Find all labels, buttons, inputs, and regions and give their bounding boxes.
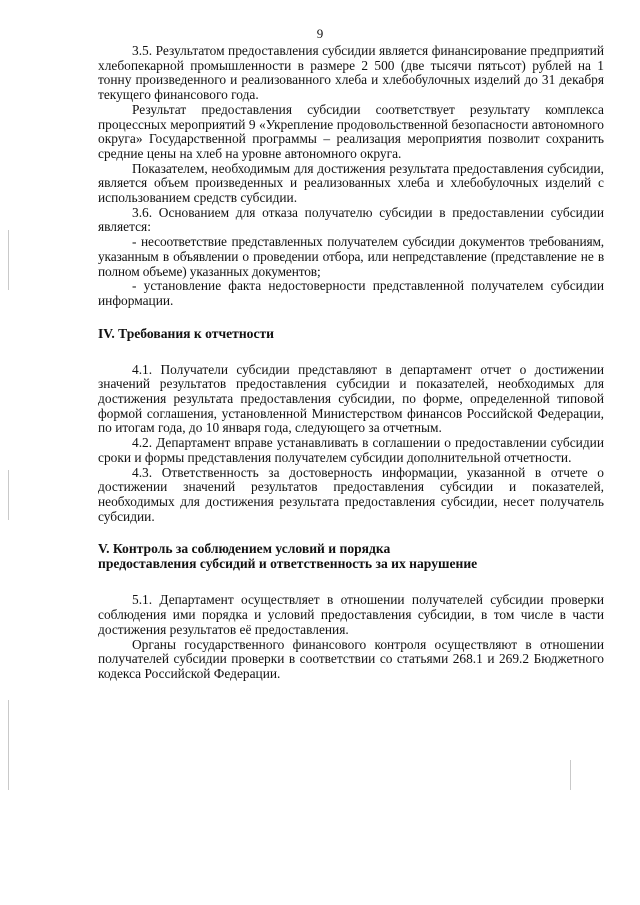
paragraph-4-2: 4.2. Департамент вправе устанавливать в соглашении о предоставлении субсидии сроки и формы представления получателем субсидии дополнительной отчетности. xyxy=(98,435,604,465)
section-5-title-line1: V. Контроль за соблюдением условий и порядка xyxy=(98,541,391,557)
paragraph-4-3: 4.3. Ответственность за достоверность информации, указанной в отчете о достижении значений результатов предоставления субсидии и показателей, необходимых для достижения результата предоставления субсидии, несет получатель субсидии. xyxy=(98,464,604,524)
paragraph-5-1: 5.1. Департамент осуществляет в отношении получателей субсидии проверки соблюдения ими порядка и условий предоставления субсидии, в том числе в части достижения результатов её предоставления. xyxy=(98,592,604,637)
document-body xyxy=(98,44,604,682)
paragraph-3-5: 3.5. Результатом предоставления субсидии является финансирование предприятий хлебопекарной промышленности в размере 2 500 (две тысячи пятьсот) рублей на 1 тонну произведенного и реализованного хлеба и хлебобулочных изделий до 31 декабря текущего финансового года. xyxy=(98,43,604,103)
list-item-noncompliance: - несоответствие представленных получателем субсидии документов требованиям, указанным в объявлении о проведении отбора, или непредставление (представление не в полном объеме) указанных документов; xyxy=(98,234,604,279)
paragraph-result: Результат предоставления субсидии соответствует результату комплекса процессных мероприятий 9 «Укрепление продовольственной безопасности автономного округа» Государственной программы – реализация мероприятия позволит сохранить средние цены на хлеб на уровне автономного округа. xyxy=(98,101,604,161)
section-5-title-line2: предоставления субсидий и ответственность за их нарушение xyxy=(98,556,478,572)
section-4-title: IV. Требования к отчетности xyxy=(98,325,275,341)
paragraph-financial-control: Органы государственного финансового контроля осуществляют в отношении получателей субсидии проверки в соответствии со статьями 268.1 и 269.2 Бюджетного кодекса Российской Федерации. xyxy=(98,636,604,681)
scan-artifact-left-bottom xyxy=(8,700,9,790)
list-item-unreliable-info: - установление факта недостоверности представленной получателем субсидии информации. xyxy=(98,278,604,308)
page-number: 9 xyxy=(316,26,324,41)
paragraph-3-6: 3.6. Основанием для отказа получателю субсидии в предоставлении субсидии является: xyxy=(98,204,604,235)
paragraph-4-1: 4.1. Получатели субсидии представляют в департамент отчет о достижении значений результатов предоставления субсидии и показателей, необходимых для достижения результата предоставления субсидии, по форме, определенной типовой формой соглашения, установленной Министерством финансов Российской Федерации, по итогам года, до 10 января года, следующего за отчетным. xyxy=(98,361,604,436)
scan-artifact-left-middle xyxy=(8,470,9,520)
scan-artifact-right xyxy=(570,760,571,790)
paragraph-indicator: Показателем, необходимым для достижения результата предоставления субсидии, является объем произведенных и реализованных хлеба и хлебобулочных изделий с использованием средств субсидии. xyxy=(98,160,604,206)
scan-artifact-left-top xyxy=(8,230,9,290)
